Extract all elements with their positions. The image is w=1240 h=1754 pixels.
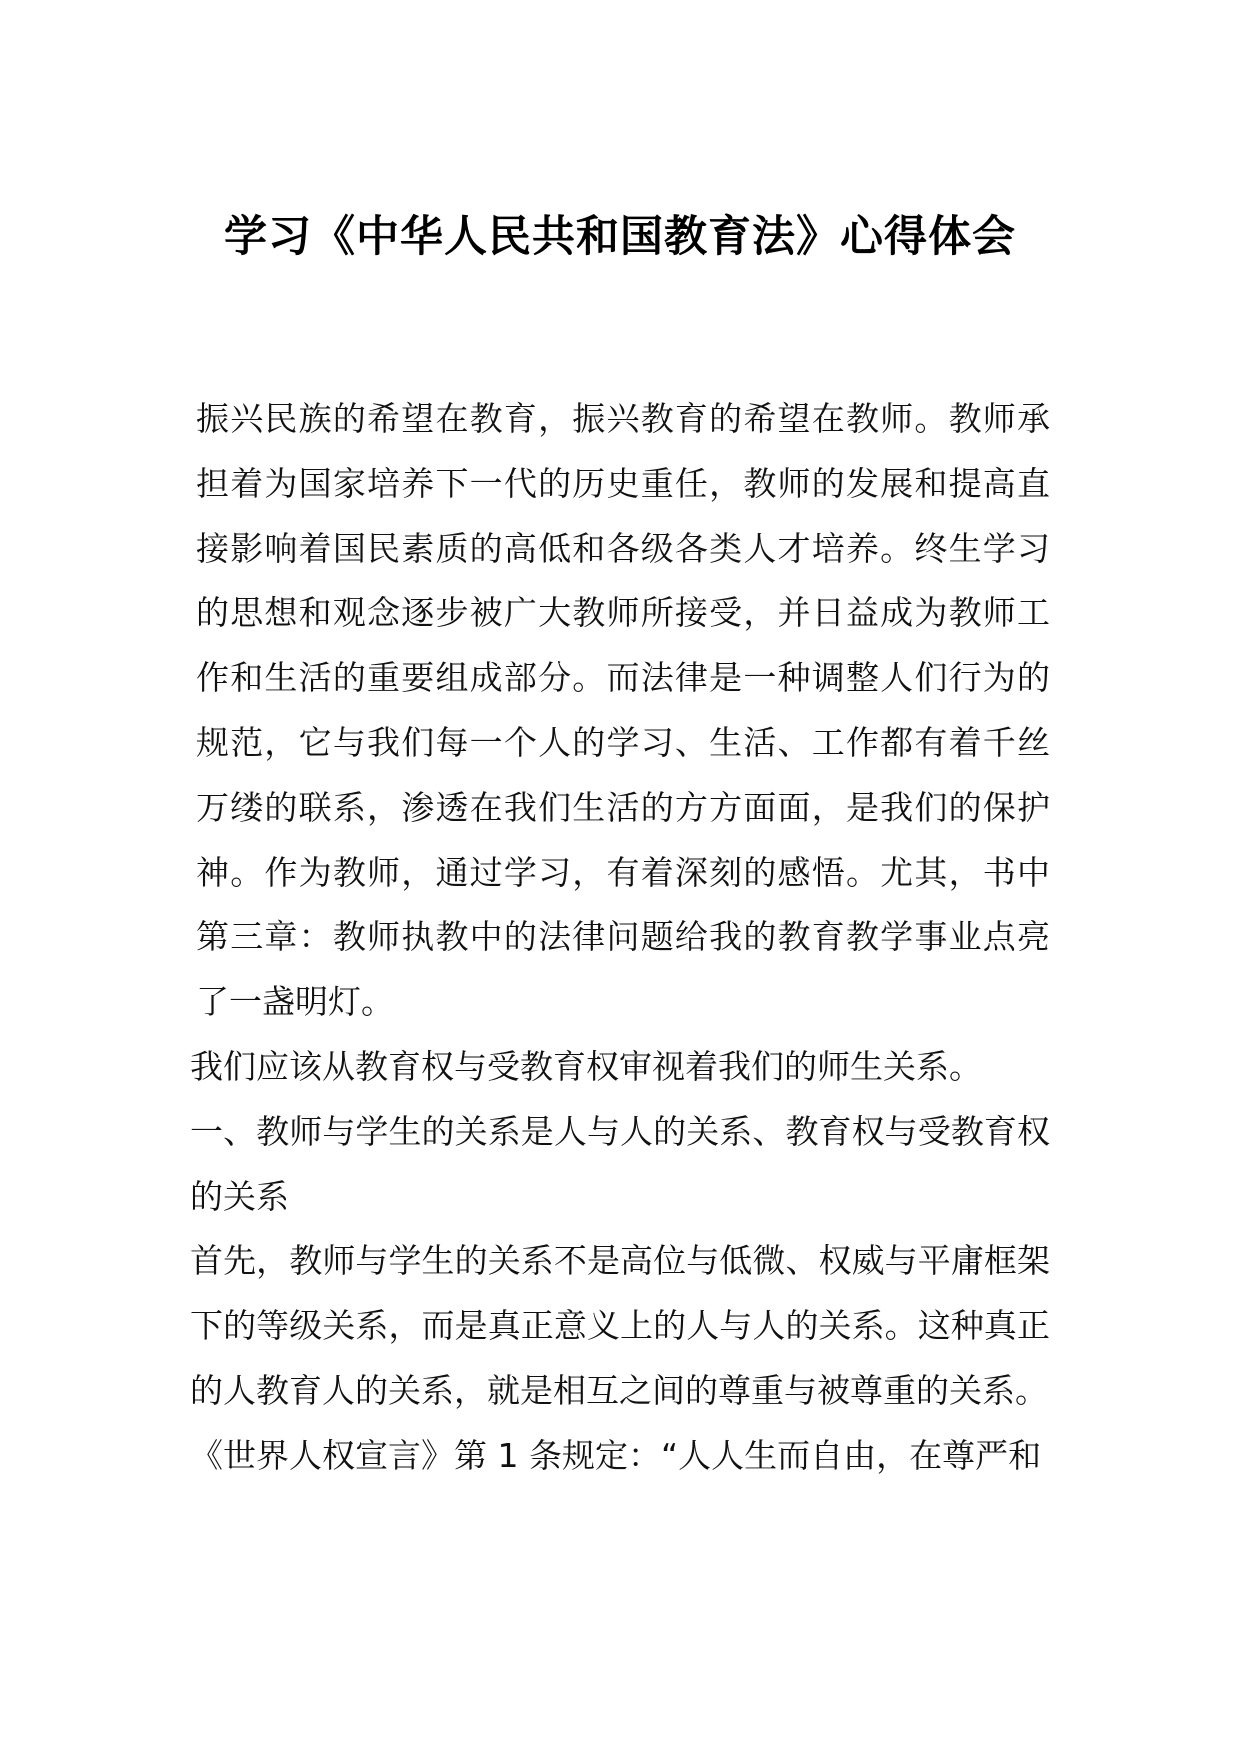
document-title: 学习《中华人民共和国教育法》心得体会 — [224, 212, 1016, 262]
document-body — [190, 387, 1050, 1489]
paragraph-first-point: 首先，教师与学生的关系不是高位与低微、权威与平庸框架下的等级关系，而是真正意义上的人与人的关系。这种真正的人教育人的关系，就是相互之间的尊重与被尊重的关系。 — [190, 1241, 1050, 1410]
section-heading-one: 一、教师与学生的关系是人与人的关系、教育权与受教育权的关系 — [190, 1111, 1050, 1216]
paragraph-human-rights-quote: 《世界人权宣言》第 1 条规定：“人人生而自由，在尊严和 — [190, 1435, 1042, 1475]
paragraph-intro: 振兴民族的希望在教育，振兴教育的希望在教师。教师承担着为国家培养下一代的历史重任，教师的发展和提高直接影响着国民素质的高低和各级各类人才培养。终生学习的思想和观念逐步被广大教师所接受，并日益成为教师工作和生活的重要组成部分。而法律是一种调整人们行为的规范，它与我们每一个人的学习、生活、工作都有着千丝万缕的联系，渗透在我们生活的方方面面，是我们的保护神。作为教师，通过学习，有着深刻的感悟。尤其，书中第三章：教师执教中的法律问题给我的教育教学事业点亮了一盏明灯。 — [196, 399, 1050, 1022]
paragraph-teacher-student-view: 我们应该从教育权与受教育权审视着我们的师生关系。 — [190, 1046, 982, 1086]
